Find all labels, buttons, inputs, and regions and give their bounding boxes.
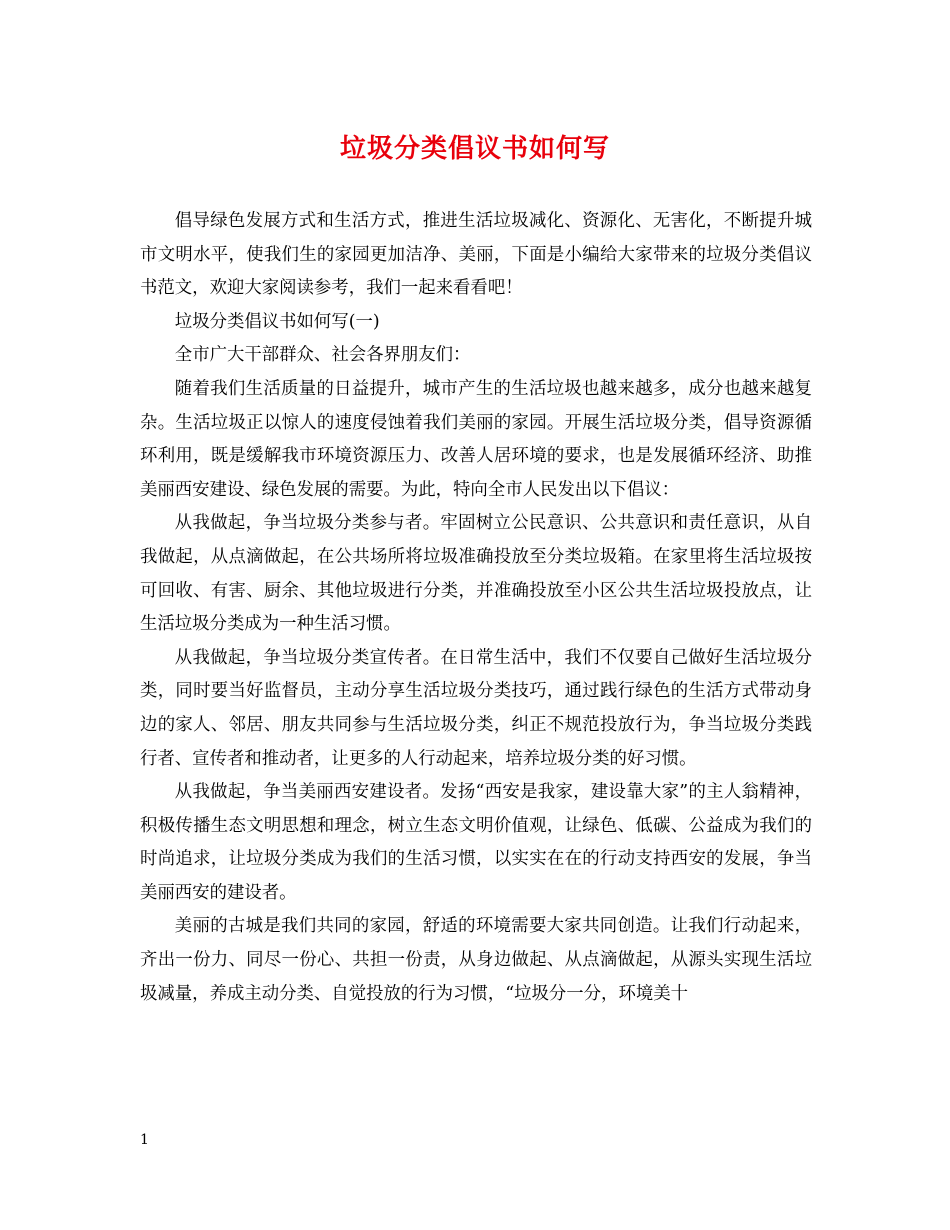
page-number: 1 — [140, 1132, 149, 1148]
paragraph-subheading: 垃圾分类倡议书如何写(一) — [174, 311, 380, 332]
paragraph-intro: 倡导绿色发展方式和生活方式，推进生活垃圾减化、资源化、无害化，不断提升城市文明水平，使我们生的家园更加洁净、美丽，下面是小编给大家带来的垃圾分类倡议书范文，欢迎大家阅读参考，我们一起来看看吧！ — [140, 211, 812, 299]
paragraph-closing: 美丽的古城是我们共同的家园，舒适的环境需要大家共同创造。让我们行动起来，齐出一份力、同尽一份心、共担一份责，从身边做起、从点滴做起，从源头实现生活垃圾减量，养成主动分类、自觉投放的行为习惯，“垃圾分一分，环境美十 — [140, 916, 812, 1004]
document-title: 垃圾分类倡议书如何写 — [339, 134, 610, 164]
paragraph-participant: 从我做起，争当垃圾分类参与者。牢固树立公民意识、公共意识和责任意识，从自我做起，从点滴做起，在公共场所将垃圾准确投放至分类垃圾箱。在家里将生活垃圾按可回收、有害、厨余、其他垃圾进行分类，并准确投放至小区公共生活垃圾投放点，让生活垃圾分类成为一种生活习惯。 — [140, 513, 812, 635]
document-body — [140, 205, 812, 1011]
paragraph-background: 随着我们生活质量的日益提升，城市产生的生活垃圾也越来越多，成分也越来越复杂。生活垃圾正以惊人的速度侵蚀着我们美丽的家园。开展生活垃圾分类，倡导资源循环利用，既是缓解我市环境资源压力、改善人居环境的要求，也是发展循环经济、助推美丽西安建设、绿色发展的需要。为此，特向全市人民发出以下倡议： — [140, 378, 812, 500]
paragraph-salutation: 全市广大干部群众、社会各界朋友们： — [174, 345, 471, 366]
paragraph-promoter: 从我做起，争当垃圾分类宣传者。在日常生活中，我们不仅要自己做好生活垃圾分类，同时要当好监督员，主动分享生活垃圾分类技巧，通过践行绿色的生活方式带动身边的家人、邻居、朋友共同参与生活垃圾分类，纠正不规范投放行为，争当垃圾分类践行者、宣传者和推动者，让更多的人行动起来，培养垃圾分类的好习惯。 — [140, 647, 812, 769]
paragraph-builder: 从我做起，争当美丽西安建设者。发扬“西安是我家，建设靠大家”的主人翁精神，积极传播生态文明思想和理念，树立生态文明价值观，让绿色、低碳、公益成为我们的时尚追求，让垃圾分类成为我们的生活习惯，以实实在在的行动支持西安的发展，争当美丽西安的建设者。 — [140, 782, 812, 903]
